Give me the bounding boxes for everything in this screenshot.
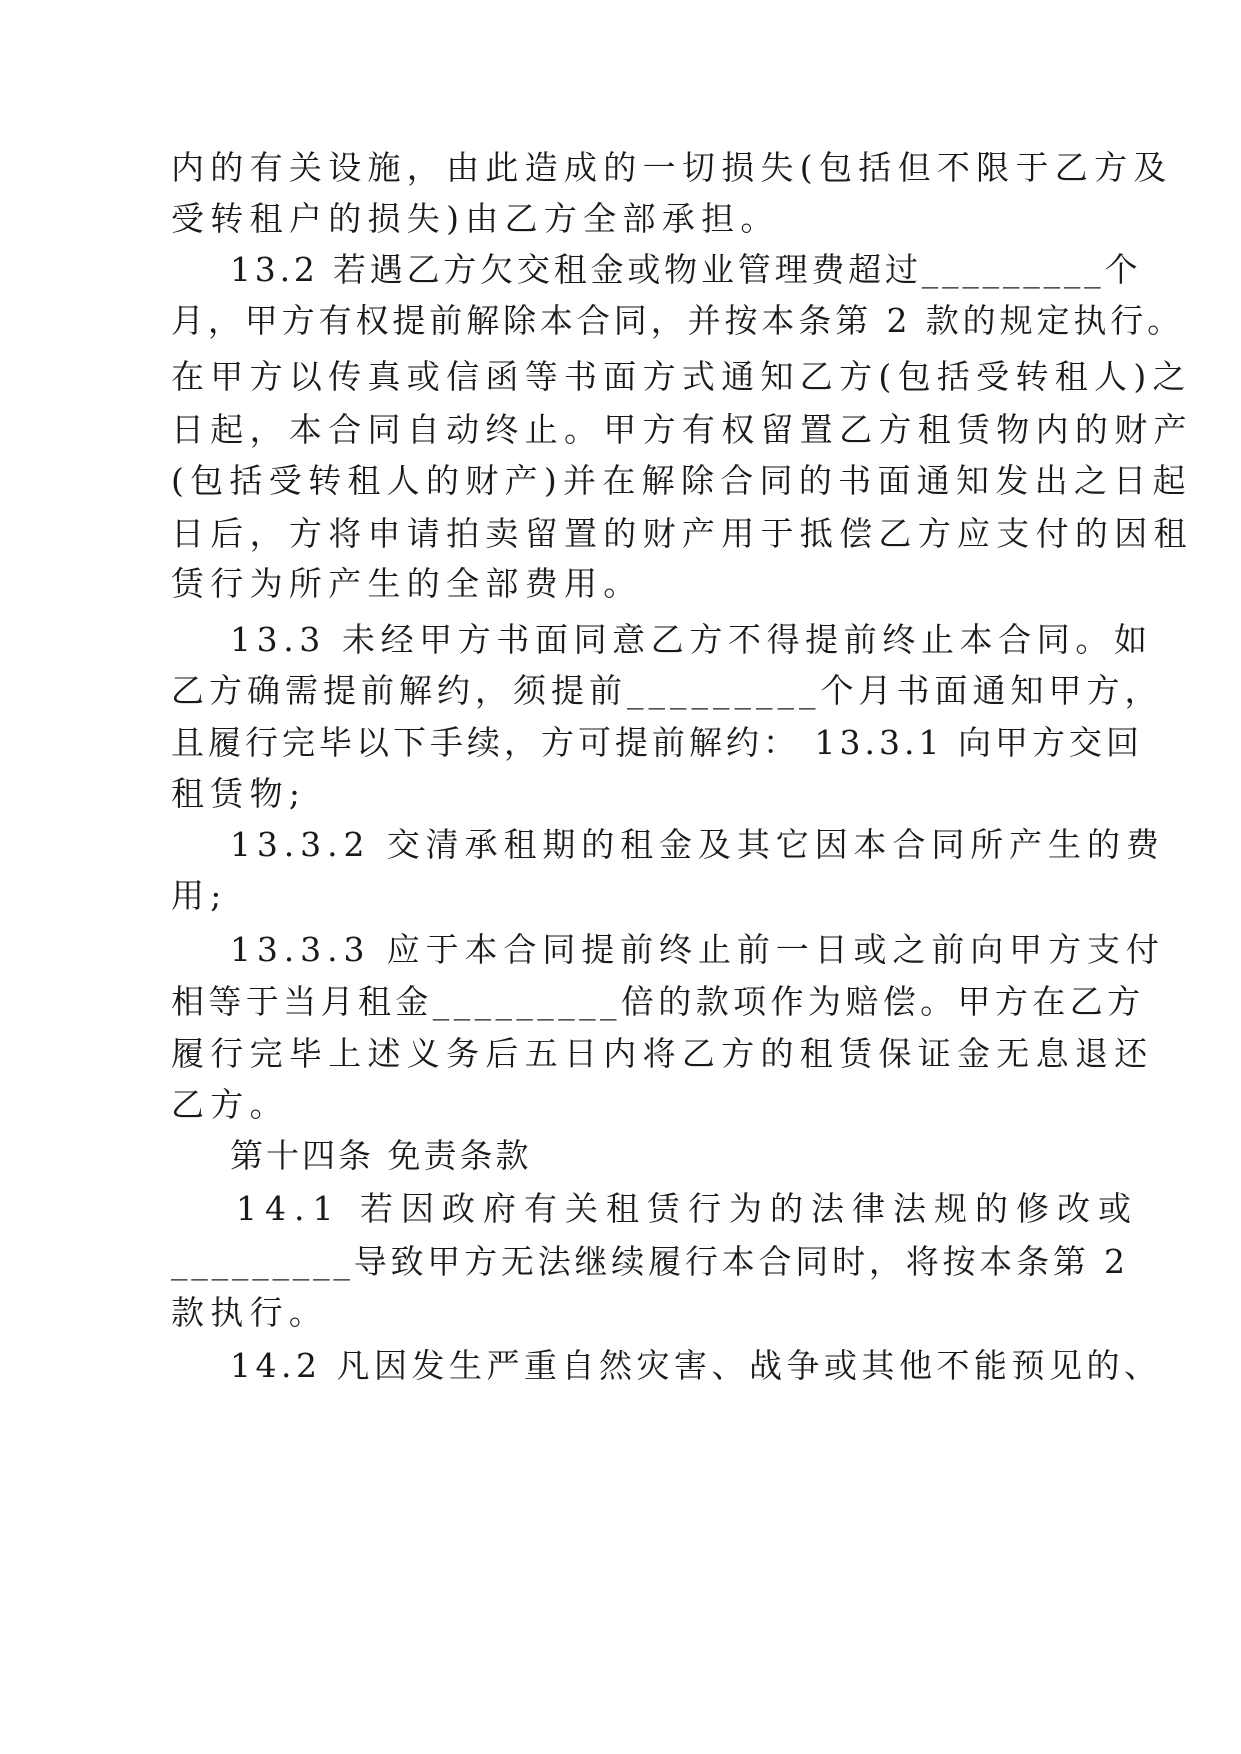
text-line: (包括受转租人的财产)并在解除合同的书面通知发出之日起 bbox=[171, 461, 1192, 500]
text-line: 且履行完毕以下手续，方可提前解约： 13.3.1 向甲方交回 bbox=[171, 723, 1143, 762]
text-line: 月，甲方有权提前解除本合同，并按本条第 2 款的规定执行。 bbox=[171, 301, 1185, 340]
text-line: 相等于当月租金_________倍的款项作为赔偿。甲方在乙方 bbox=[171, 982, 1145, 1021]
text-line: 日后，方将申请拍卖留置的财产用于抵偿乙方应支付的因租 bbox=[171, 514, 1193, 553]
text-line: 13.3.3 应于本合同提前终止前一日或之前向甲方支付 bbox=[230, 930, 1165, 969]
text-line: 13.3 未经甲方书面同意乙方不得提前终止本合同。如 bbox=[230, 620, 1153, 659]
text-line: 13.2 若遇乙方欠交租金或物业管理费超过_________个 bbox=[230, 250, 1142, 289]
text-line: 内的有关设施，由此造成的一切损失(包括但不限于乙方及 bbox=[171, 148, 1173, 187]
text-line: 13.3.2 交清承租期的租金及其它因本合同所产生的费 bbox=[230, 825, 1165, 864]
text-line: 赁行为所产生的全部费用。 bbox=[171, 564, 643, 603]
text-line: 14.2 凡因发生严重自然灾害、战争或其他不能预见的、 bbox=[230, 1346, 1162, 1385]
text-line: 履行完毕上述义务后五日内将乙方的租赁保证金无息退还 bbox=[171, 1034, 1154, 1073]
section-heading: 第十四条 免责条款 bbox=[230, 1136, 532, 1175]
text-line: 用; bbox=[171, 876, 228, 915]
text-line: 乙方。 bbox=[171, 1085, 289, 1124]
text-line: 款执行。 bbox=[171, 1293, 329, 1332]
text-line: 租赁物; bbox=[171, 774, 307, 813]
text-line: 14.1 若因政府有关租赁行为的法律法规的修改或 bbox=[236, 1189, 1139, 1228]
text-line: 日起，本合同自动终止。甲方有权留置乙方租赁物内的财产 bbox=[171, 410, 1193, 449]
text-line: 在甲方以传真或信函等书面方式通知乙方(包括受转租人)之 bbox=[171, 357, 1192, 396]
text-line: 受转租户的损失)由乙方全部承担。 bbox=[171, 199, 780, 238]
text-line: _________导致甲方无法继续履行本合同时，将按本条第 2 bbox=[171, 1242, 1129, 1281]
text-line: 乙方确需提前解约，须提前_________个月书面通知甲方， bbox=[171, 671, 1163, 710]
